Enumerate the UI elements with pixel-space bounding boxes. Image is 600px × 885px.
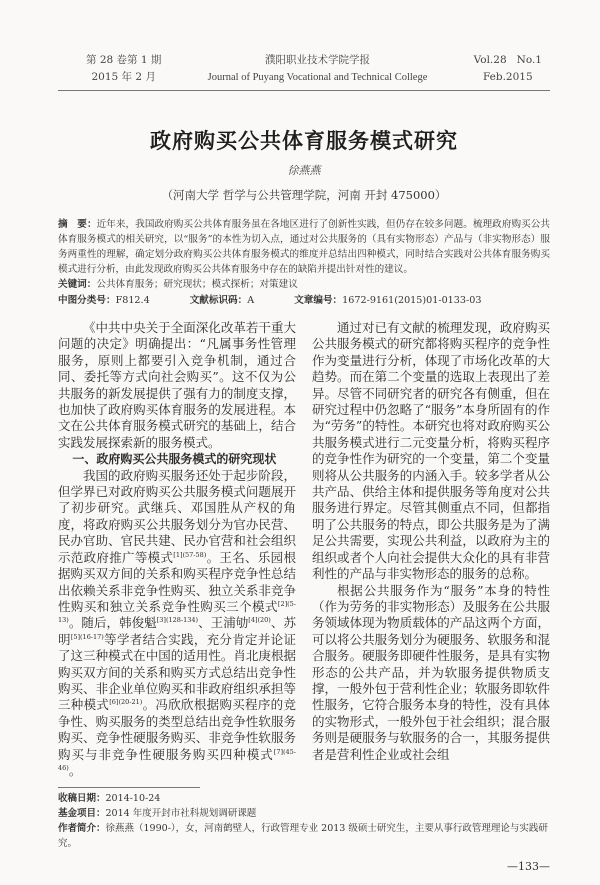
article-title: 政府购买公共体育服务模式研究 xyxy=(150,129,458,153)
keywords: 公共体育服务；研究现状；模式探析；对策建议 xyxy=(96,279,298,290)
article-no-value: 1672-9161(2015)01-0133-03 xyxy=(342,295,482,306)
footnotes xyxy=(58,791,550,851)
paragraph-text-segment: 。随后，韩俊魁 xyxy=(68,615,157,631)
classification-info xyxy=(58,293,550,308)
citation-reference[interactable]: [3](128-134) xyxy=(156,616,199,625)
footnote-divider xyxy=(58,787,200,788)
paragraph-text-segment: 、王浦劬 xyxy=(198,615,249,631)
author-bio: 徐燕燕（1990-），女，河南鹤壁人，行政管理专业 2013 级硕士研究生，主要从事行政管理理论与实践研究。 xyxy=(58,823,548,850)
issue-info-cn xyxy=(86,52,161,86)
paragraph-text-segment: 我国的政府购买服务还处于起步阶段，但学界已对政府购买公共服务模式问题展开了初步研究。武继兵、邓国胜从产权的角度，将政府购买公共服务划分为官办民营、民办官助、官民共建、民办官营和社会组织示范政府推广等模式 xyxy=(58,467,296,565)
fund-label: 基金项目： xyxy=(58,808,106,820)
volume-en: Vol.28 No.1 xyxy=(473,54,542,66)
article-author: 徐燕燕 xyxy=(287,164,321,177)
clc-value: F812.4 xyxy=(115,295,150,306)
left-column xyxy=(58,320,296,779)
doc-code-label: 文献标识码： xyxy=(189,295,248,306)
abstract-label: 摘 要： xyxy=(58,219,97,230)
keywords-label: 关键词： xyxy=(58,279,97,290)
date-cn: 2015 年 2 月 xyxy=(91,71,156,83)
paragraph-text-segment: 。 xyxy=(68,762,82,778)
paragraph-text-segment: 、苏明 xyxy=(58,615,296,647)
citation-reference[interactable]: [6](20-21) xyxy=(109,698,143,707)
running-header xyxy=(58,52,550,86)
analysis-paragraph: 通过对已有文献的梳理发现，政府购买公共服务模式的研究都将购买程序的竞争性作为变量进行分析，体现了市场化改革的大趋势。而在第二个变量的选取上表现出了差异。尽管不同研究者的研究各有侧重，但在研究过程中仍忽略了“服务”本身所固有的作为“劳务”的特性。本研究也将对政府购买公共服务模式进行二元变量分析，将购买程序的竞争性作为研究的一个变量，第二个变量则将从公共服务的内涵入手。较多学者从公共产品、供给主体和提供服务等角度对公共服务进行界定。尽管其侧重点不同，但都指明了公共服务的特点，即公共服务是为了满足公共需要，实现公共利益，以政府为主的组织或者个人向社会提供大众化的具有非营利性的产品与非实物形态的服务的总称。 xyxy=(312,320,550,582)
issue-info-en xyxy=(474,52,542,86)
literature-paragraph xyxy=(58,468,296,780)
journal-name-en: Journal of Puyang Vocational and Technical College xyxy=(207,72,428,83)
right-column xyxy=(312,320,550,779)
journal-name xyxy=(208,52,428,86)
classification-paragraph: 根据公共服务作为“服务”本身的特性（作为劳务的非实物形态）及服务在公共服务领域体现为物质载体的产品这两个方面，可以将公共服务划分为硬服务、软服务和混合服务。硬服务即硬件性服务，是具有实物形态的公共产品，并为软服务提供物质支撑，一般外包于营利性企业；软服务即软件性服务，它符合服务本身的特性，没有具体的实物形式，一般外包于社会组织；混合服务则是硬服务与软服务的合一，其服务提供者是营利性企业或社会组 xyxy=(312,582,550,762)
doc-code-value: A xyxy=(247,295,255,306)
paragraph-text-segment: 等学者结合实践，充分肯定并论证了这三种模式在中国的适用性。肖北庚根据购买双方间的关系和购买方式总结出竞争性购买、非企业单位购买和非政府组织承担等三种模式 xyxy=(58,631,296,713)
author-bio-label: 作者简介： xyxy=(58,823,106,835)
body-columns xyxy=(58,320,550,779)
abstract-text: 近年来，我国政府购买公共体育服务虽在各地区进行了创新性实践，但仍存在较多问题。梳理政府购买公共体育服务模式的相关研究，以“服务”的本性为切入点，通过对公共服务的（具有实物形态）产品与（非实物形态）服务两重性的理解，确定划分政府购买公共体育服务模式的维度并总结出四种模式，同时结合实践对公共体育服务购买模式进行分析，由此发现政府购买公共体育服务中存在的缺陷并提出针对性的建议。 xyxy=(58,219,550,275)
section-heading: 一、政府购买公共服务模式的研究现状 xyxy=(72,452,277,467)
page-number: —133— xyxy=(507,860,550,874)
paragraph-text-segment: 。王名、乐园根据购买双方间的关系和购买程序竞争性总结出依赖关系非竞争性购买、独立关系非竞争性购买和独立关系竞争性购买三个模式 xyxy=(58,549,296,614)
abstract xyxy=(58,217,550,292)
fund-project: 2014 年度开封市社科规划调研课题 xyxy=(105,808,257,820)
citation-reference[interactable]: [7](45-46) xyxy=(58,747,296,772)
header-divider xyxy=(58,90,550,91)
citation-reference[interactable]: [1](57-58) xyxy=(173,550,207,559)
article-no-label: 文章编号： xyxy=(294,295,343,306)
received-label: 收稿日期： xyxy=(58,793,106,805)
author-affiliation: （河南大学 哲学与公共管理学院，河南 开封 475000） xyxy=(161,188,447,202)
journal-name-cn: 濮阳职业技术学院学报 xyxy=(265,55,371,66)
citation-reference[interactable]: [5](16-17) xyxy=(70,632,104,641)
volume-cn: 第 28 卷第 1 期 xyxy=(86,54,162,66)
clc-label: 中图分类号： xyxy=(58,295,116,306)
citation-reference[interactable]: [2](5-13) xyxy=(58,599,296,625)
intro-paragraph: 《中共中央关于全面深化改革若干重大问题的决定》明确提出：“凡属事务性管理服务，原则上都要引入竞争机制，通过合同、委托等方式向社会购买”。这不仅为公共服务的新发展提供了强有力的制度支撑，也加快了政府购买体育服务的发展进程。本文在公共体育服务模式研究的基础上，结合实践发展探索新的服务模式。 xyxy=(58,320,296,450)
paragraph-text-segment: 。冯欣欣根据购买程序的竞争性、购买服务的类型总结出竞争性软服务购买、竞争性硬服务购买、非竞争性软服务购买与非竞争性硬服务购买四种模式 xyxy=(58,697,296,762)
citation-reference[interactable]: [4](20) xyxy=(248,616,271,625)
date-en: Feb.2015 xyxy=(482,71,533,83)
received-date: 2014-10-24 xyxy=(105,793,161,805)
